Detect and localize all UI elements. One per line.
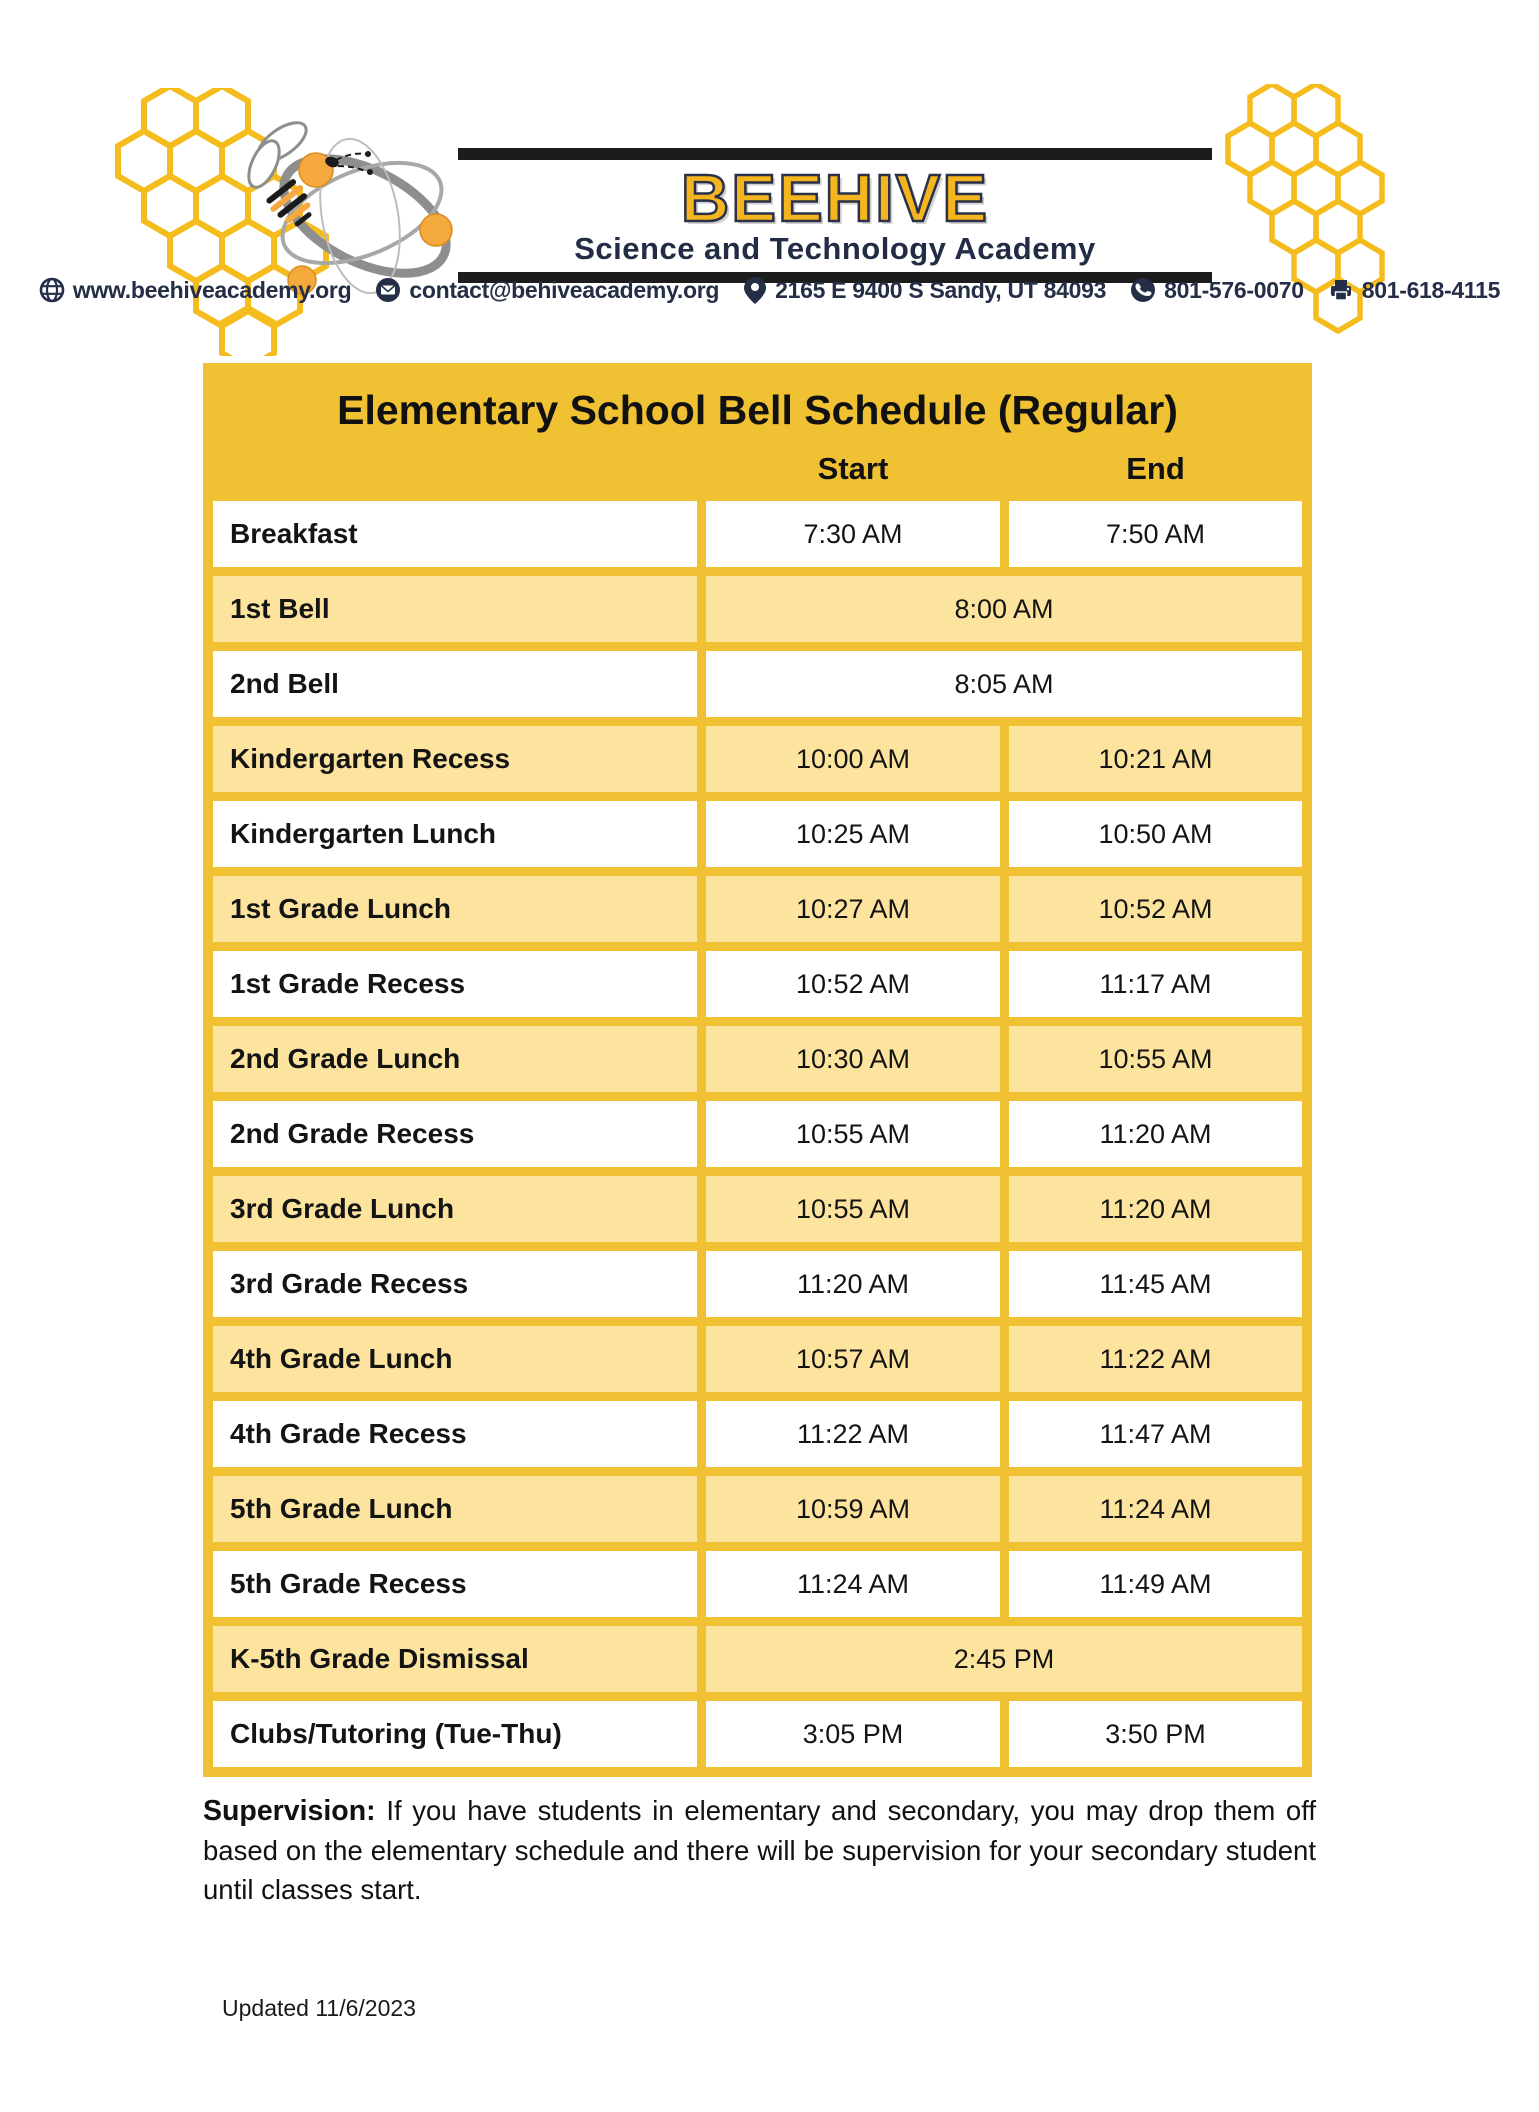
activity-cell: 2nd Bell [213, 651, 697, 717]
top-divider [458, 148, 1212, 160]
column-header-start: Start [817, 451, 889, 486]
end-cell: 11:20 AM [1009, 1101, 1302, 1167]
website-item [39, 277, 351, 304]
time-cell: 2:45 PM [706, 1626, 1302, 1692]
end-cell: 11:22 AM [1009, 1326, 1302, 1392]
end-cell: 10:21 AM [1009, 726, 1302, 792]
main-content [0, 363, 1539, 2022]
address-text: 2165 E 9400 S Sandy, UT 84093 [775, 276, 1107, 303]
activity-cell: Kindergarten Recess [213, 726, 697, 792]
school-name: BEEHIVE [680, 161, 990, 236]
end-cell: 11:24 AM [1009, 1476, 1302, 1542]
activity-cell: Clubs/Tutoring (Tue-Thu) [213, 1701, 697, 1767]
fax-text: 801-618-4115 [1361, 276, 1501, 303]
start-cell: 10:55 AM [706, 1101, 1000, 1167]
updated-date: Updated 11/6/2023 [222, 1995, 416, 2021]
supervision-note [203, 1791, 1316, 1909]
school-logo-bee-atom-icon [240, 108, 465, 303]
end-cell: 11:20 AM [1009, 1176, 1302, 1242]
column-header-activity [213, 446, 697, 492]
start-cell: 3:05 PM [706, 1701, 1000, 1767]
activity-cell: Kindergarten Lunch [213, 801, 697, 867]
fax-item [1328, 277, 1500, 304]
start-cell: 11:20 AM [706, 1251, 1000, 1317]
website-text: www.beehiveacademy.org [72, 276, 352, 303]
supervision-label: Supervision: [203, 1795, 376, 1827]
map-pin-icon [743, 276, 767, 304]
start-cell: 10:52 AM [706, 951, 1000, 1017]
start-cell: 7:30 AM [706, 501, 1000, 567]
activity-cell: 3rd Grade Recess [213, 1251, 697, 1317]
end-cell: 11:47 AM [1009, 1401, 1302, 1467]
activity-cell: 3rd Grade Lunch [213, 1176, 697, 1242]
phone-item [1130, 277, 1304, 304]
start-cell: 10:55 AM [706, 1176, 1000, 1242]
activity-cell: 1st Bell [213, 576, 697, 642]
school-subtitle: Science and Technology Academy [574, 231, 1096, 266]
bell-schedule-table [203, 363, 1312, 1777]
phone-icon [1130, 277, 1156, 303]
time-cell: 8:05 AM [706, 651, 1302, 717]
contact-bar [0, 276, 1539, 304]
end-cell: 11:49 AM [1009, 1551, 1302, 1617]
activity-cell: 5th Grade Recess [213, 1551, 697, 1617]
start-cell: 11:22 AM [706, 1401, 1000, 1467]
activity-cell: K-5th Grade Dismissal [213, 1626, 697, 1692]
masthead [458, 148, 1212, 283]
activity-cell: 1st Grade Lunch [213, 876, 697, 942]
end-cell: 3:50 PM [1009, 1701, 1302, 1767]
start-cell: 10:59 AM [706, 1476, 1000, 1542]
activity-cell: 4th Grade Lunch [213, 1326, 697, 1392]
envelope-icon [375, 277, 401, 303]
activity-cell: 2nd Grade Recess [213, 1101, 697, 1167]
email-item [375, 277, 719, 304]
start-cell: 10:25 AM [706, 801, 1000, 867]
activity-cell: 1st Grade Recess [213, 951, 697, 1017]
end-cell: 10:50 AM [1009, 801, 1302, 867]
start-cell: 11:24 AM [706, 1551, 1000, 1617]
activity-cell: 5th Grade Lunch [213, 1476, 697, 1542]
start-cell: 10:00 AM [706, 726, 1000, 792]
schedule-grid [203, 446, 1312, 1777]
end-cell: 10:55 AM [1009, 1026, 1302, 1092]
column-header-end: End [1126, 451, 1185, 486]
header [0, 0, 1539, 363]
address-item [743, 276, 1106, 304]
start-cell: 10:30 AM [706, 1026, 1000, 1092]
email-text: contact@behiveacademy.org [409, 276, 720, 303]
end-cell: 11:45 AM [1009, 1251, 1302, 1317]
activity-cell: Breakfast [213, 501, 697, 567]
schedule-title: Elementary School Bell Schedule (Regular) [337, 387, 1178, 433]
end-cell: 11:17 AM [1009, 951, 1302, 1017]
phone-text: 801-576-0070 [1164, 276, 1304, 303]
time-cell: 8:00 AM [706, 576, 1302, 642]
globe-icon [39, 277, 65, 303]
activity-cell: 4th Grade Recess [213, 1401, 697, 1467]
fax-icon [1328, 277, 1354, 303]
end-cell: 10:52 AM [1009, 876, 1302, 942]
end-cell: 7:50 AM [1009, 501, 1302, 567]
start-cell: 10:27 AM [706, 876, 1000, 942]
supervision-text: If you have students in elementary and secondary, you may drop them off based on the elementary schedule and there will be supervision for your secondary student until classes start. [203, 1795, 1316, 1905]
start-cell: 10:57 AM [706, 1326, 1000, 1392]
activity-cell: 2nd Grade Lunch [213, 1026, 697, 1092]
